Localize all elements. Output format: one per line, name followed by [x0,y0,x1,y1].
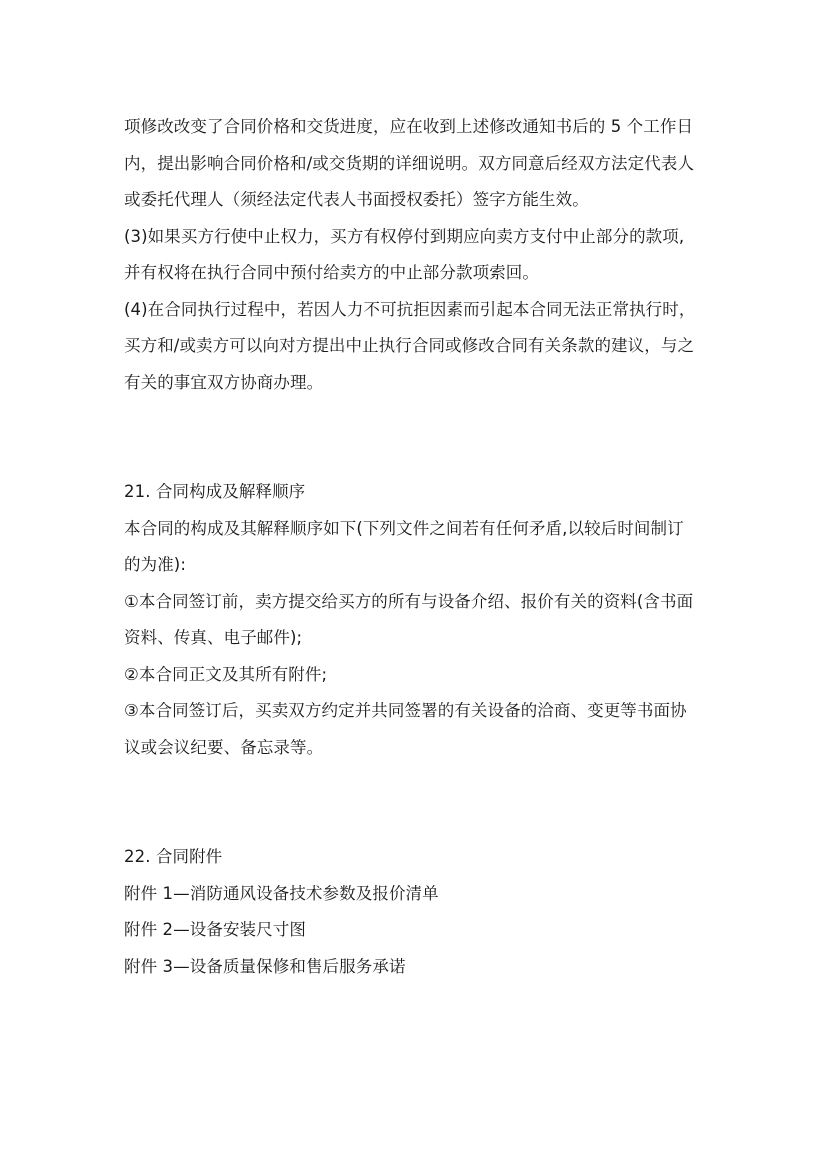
para-line: 有关的事宜双方协商办理。 [124,372,324,392]
attachment-2: 附件 2—设备安装尺寸图 [124,920,306,939]
para-line: 买方和/或卖方可以向对方提出中止执行合同或修改合同有关条款的建议，与之 [124,336,695,355]
blank-line [124,438,714,475]
section-heading-22: 22. 合同附件 [124,847,223,866]
blank-line [124,401,714,438]
para-line: 内，提出影响合同价格和/或交货期的详细说明。双方同意后经双方法定代表人 [124,153,695,173]
list-item-3: ③本合同签订后，买卖双方约定并共同签署的有关设备的洽商、变更等书面协 [124,701,687,720]
clause-3: (3)如果买方行使中止权力，买方有权停付到期应向卖方支付中止部分的款项, [124,226,685,246]
blank-line [124,803,714,840]
document-body [124,109,714,985]
para-line: 的为准): [124,555,186,574]
attachment-3: 附件 3—设备质量保修和售后服务承诺 [124,956,406,976]
clause-4: (4)在合同执行过程中，若因人力不可抗拒因素而引起本合同无法正常执行时， [124,299,696,319]
para-line: 或委托代理人（须经法定代表人书面授权委托）签字方能生效。 [124,190,589,209]
blank-line [124,766,714,803]
list-item-1: ①本合同签订前，卖方提交给买方的所有与设备介绍、报价有关的资料(含书面 [124,591,694,611]
para-line: 资料、传真、电子邮件); [124,628,303,647]
para-line: 议或会议纪要、备忘录等。 [124,737,324,757]
para-line: 并有权将在执行合同中预付给卖方的中止部分款项索回。 [124,263,539,282]
para-line: 项修改改变了合同价格和交货进度，应在收到上述修改通知书后的 5 个工作日 [124,117,694,136]
attachment-1: 附件 1—消防通风设备技术参数及报价清单 [124,883,439,903]
list-item-2: ②本合同正文及其所有附件; [124,664,328,684]
section-heading-21: 21. 合同构成及解释顺序 [124,482,306,501]
para-line: 本合同的构成及其解释顺序如下(下列文件之间若有任何矛盾,以较后时间制订 [124,518,684,538]
